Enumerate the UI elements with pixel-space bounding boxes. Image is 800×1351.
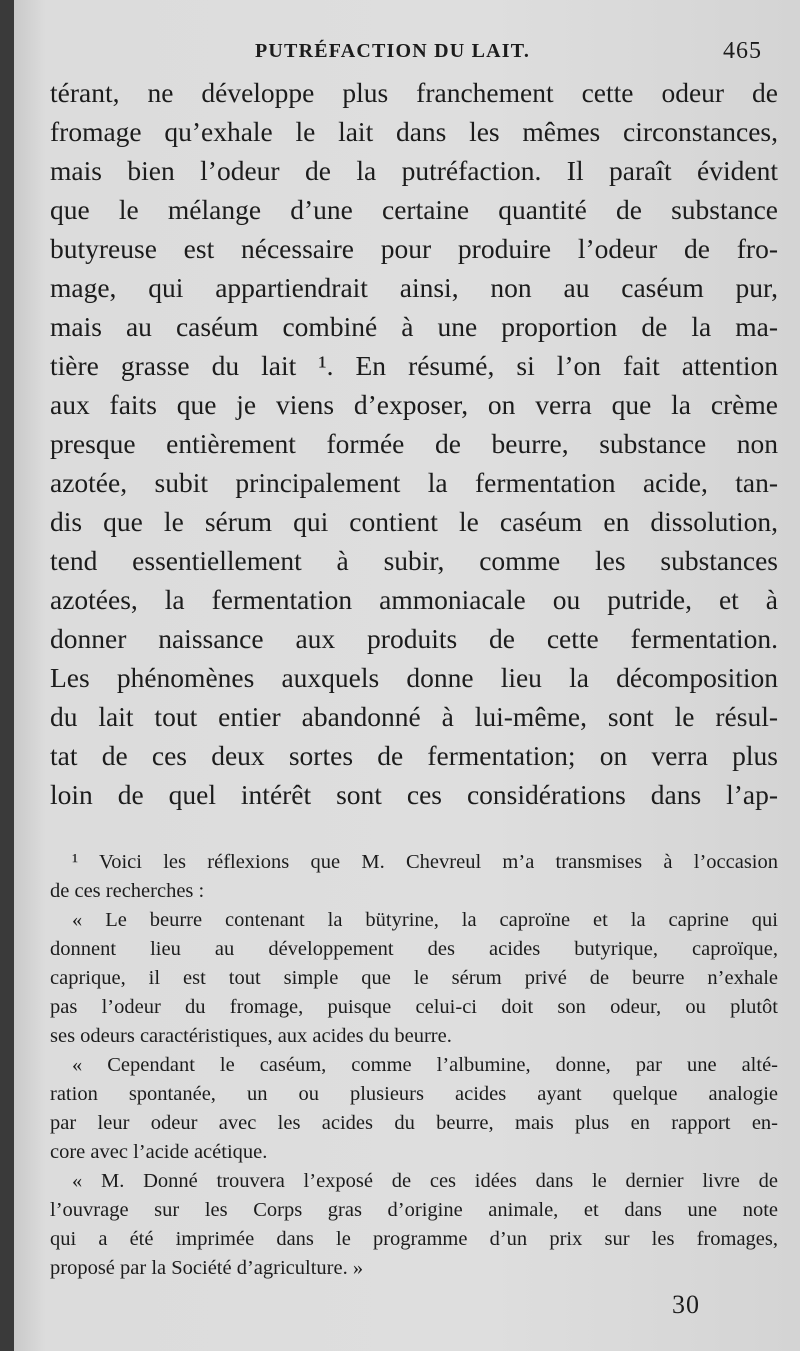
main-text (50, 73, 778, 814)
text-line: térant, ne développe plus franchement cette odeur de (50, 77, 778, 108)
footnotes (50, 848, 778, 1283)
text-line: Les phénomènes auxquels donne lieu la décomposition (50, 662, 778, 693)
text-line: butyreuse est nécessaire pour produire l’odeur de fro- (50, 233, 778, 264)
footnote-line: l’ouvrage sur les Corps gras d’origine animale, et dans une note (50, 1199, 778, 1221)
footnote-line: ¹ Voici les réflexions que M. Chevreul m’a transmises à l’occasion (72, 851, 778, 873)
text-line: dis que le sérum qui contient le caséum en dissolution, (50, 506, 778, 537)
text-line: mais au caséum combiné à une proportion de la ma- (50, 311, 778, 342)
footnote-line: de ces recherches : (50, 880, 205, 902)
text-line: presque entièrement formée de beurre, substance non (50, 428, 778, 459)
footnote-line: caprique, il est tout simple que le sérum privé de beurre n’exhale (50, 967, 778, 989)
footnote-line: ses odeurs caractéristiques, aux acides du beurre. (50, 1025, 452, 1047)
footnote-line: « Cependant le caséum, comme l’albumine, donne, par une alté- (72, 1054, 778, 1076)
text-line: fromage qu’exhale le lait dans les mêmes circonstances, (50, 116, 778, 147)
text-line: mais bien l’odeur de la putréfaction. Il paraît évident (50, 155, 778, 186)
footnote-line: qui a été imprimée dans le programme d’un prix sur les fromages, (50, 1228, 778, 1250)
text-line: tat de ces deux sortes de fermentation; on verra plus (50, 740, 778, 771)
footnote-line: pas l’odeur du fromage, puisque celui-ci doit son odeur, ou plutôt (50, 996, 778, 1018)
footnote-line: proposé par la Société d’agriculture. » (50, 1257, 364, 1279)
footnote-line: « M. Donné trouvera l’exposé de ces idées dans le dernier livre de (72, 1170, 778, 1192)
text-line: du lait tout entier abandonné à lui-même, sont le résul- (50, 701, 778, 732)
text-line: loin de quel intérêt sont ces considérations dans l’ap- (50, 779, 778, 810)
running-header (14, 38, 800, 68)
page-number: 465 (723, 38, 762, 64)
running-title: PUTRÉFACTION DU LAIT. (255, 40, 531, 62)
signature-mark: 30 (672, 1290, 700, 1319)
text-line: aux faits que je viens d’exposer, on verra que la crème (50, 389, 778, 420)
text-line: que le mélange d’une certaine quantité de substance (50, 194, 778, 225)
footnote-line: « Le beurre contenant la bütyrine, la caproïne et la caprine qui (72, 909, 778, 931)
text-line: tend essentiellement à subir, comme les substances (50, 545, 778, 576)
text-line: azotées, la fermentation ammoniacale ou putride, et à (50, 584, 778, 615)
footnote-line: donnent lieu au développement des acides butyrique, caproïque, (50, 938, 778, 960)
text-line: donner naissance aux produits de cette fermentation. (50, 623, 778, 654)
footnote-line: ration spontanée, un ou plusieurs acides ayant quelque analogie (50, 1083, 778, 1105)
footnote-line: core avec l’acide acétique. (50, 1141, 268, 1163)
text-line: mage, qui appartiendrait ainsi, non au caséum pur, (50, 272, 778, 303)
text-line: azotée, subit principalement la fermentation acide, tan- (50, 467, 778, 498)
text-line: tière grasse du lait ¹. En résumé, si l’on fait attention (50, 350, 778, 381)
book-page (14, 0, 800, 1351)
footnote-line: par leur odeur avec les acides du beurre, mais plus en rapport en- (50, 1112, 778, 1134)
